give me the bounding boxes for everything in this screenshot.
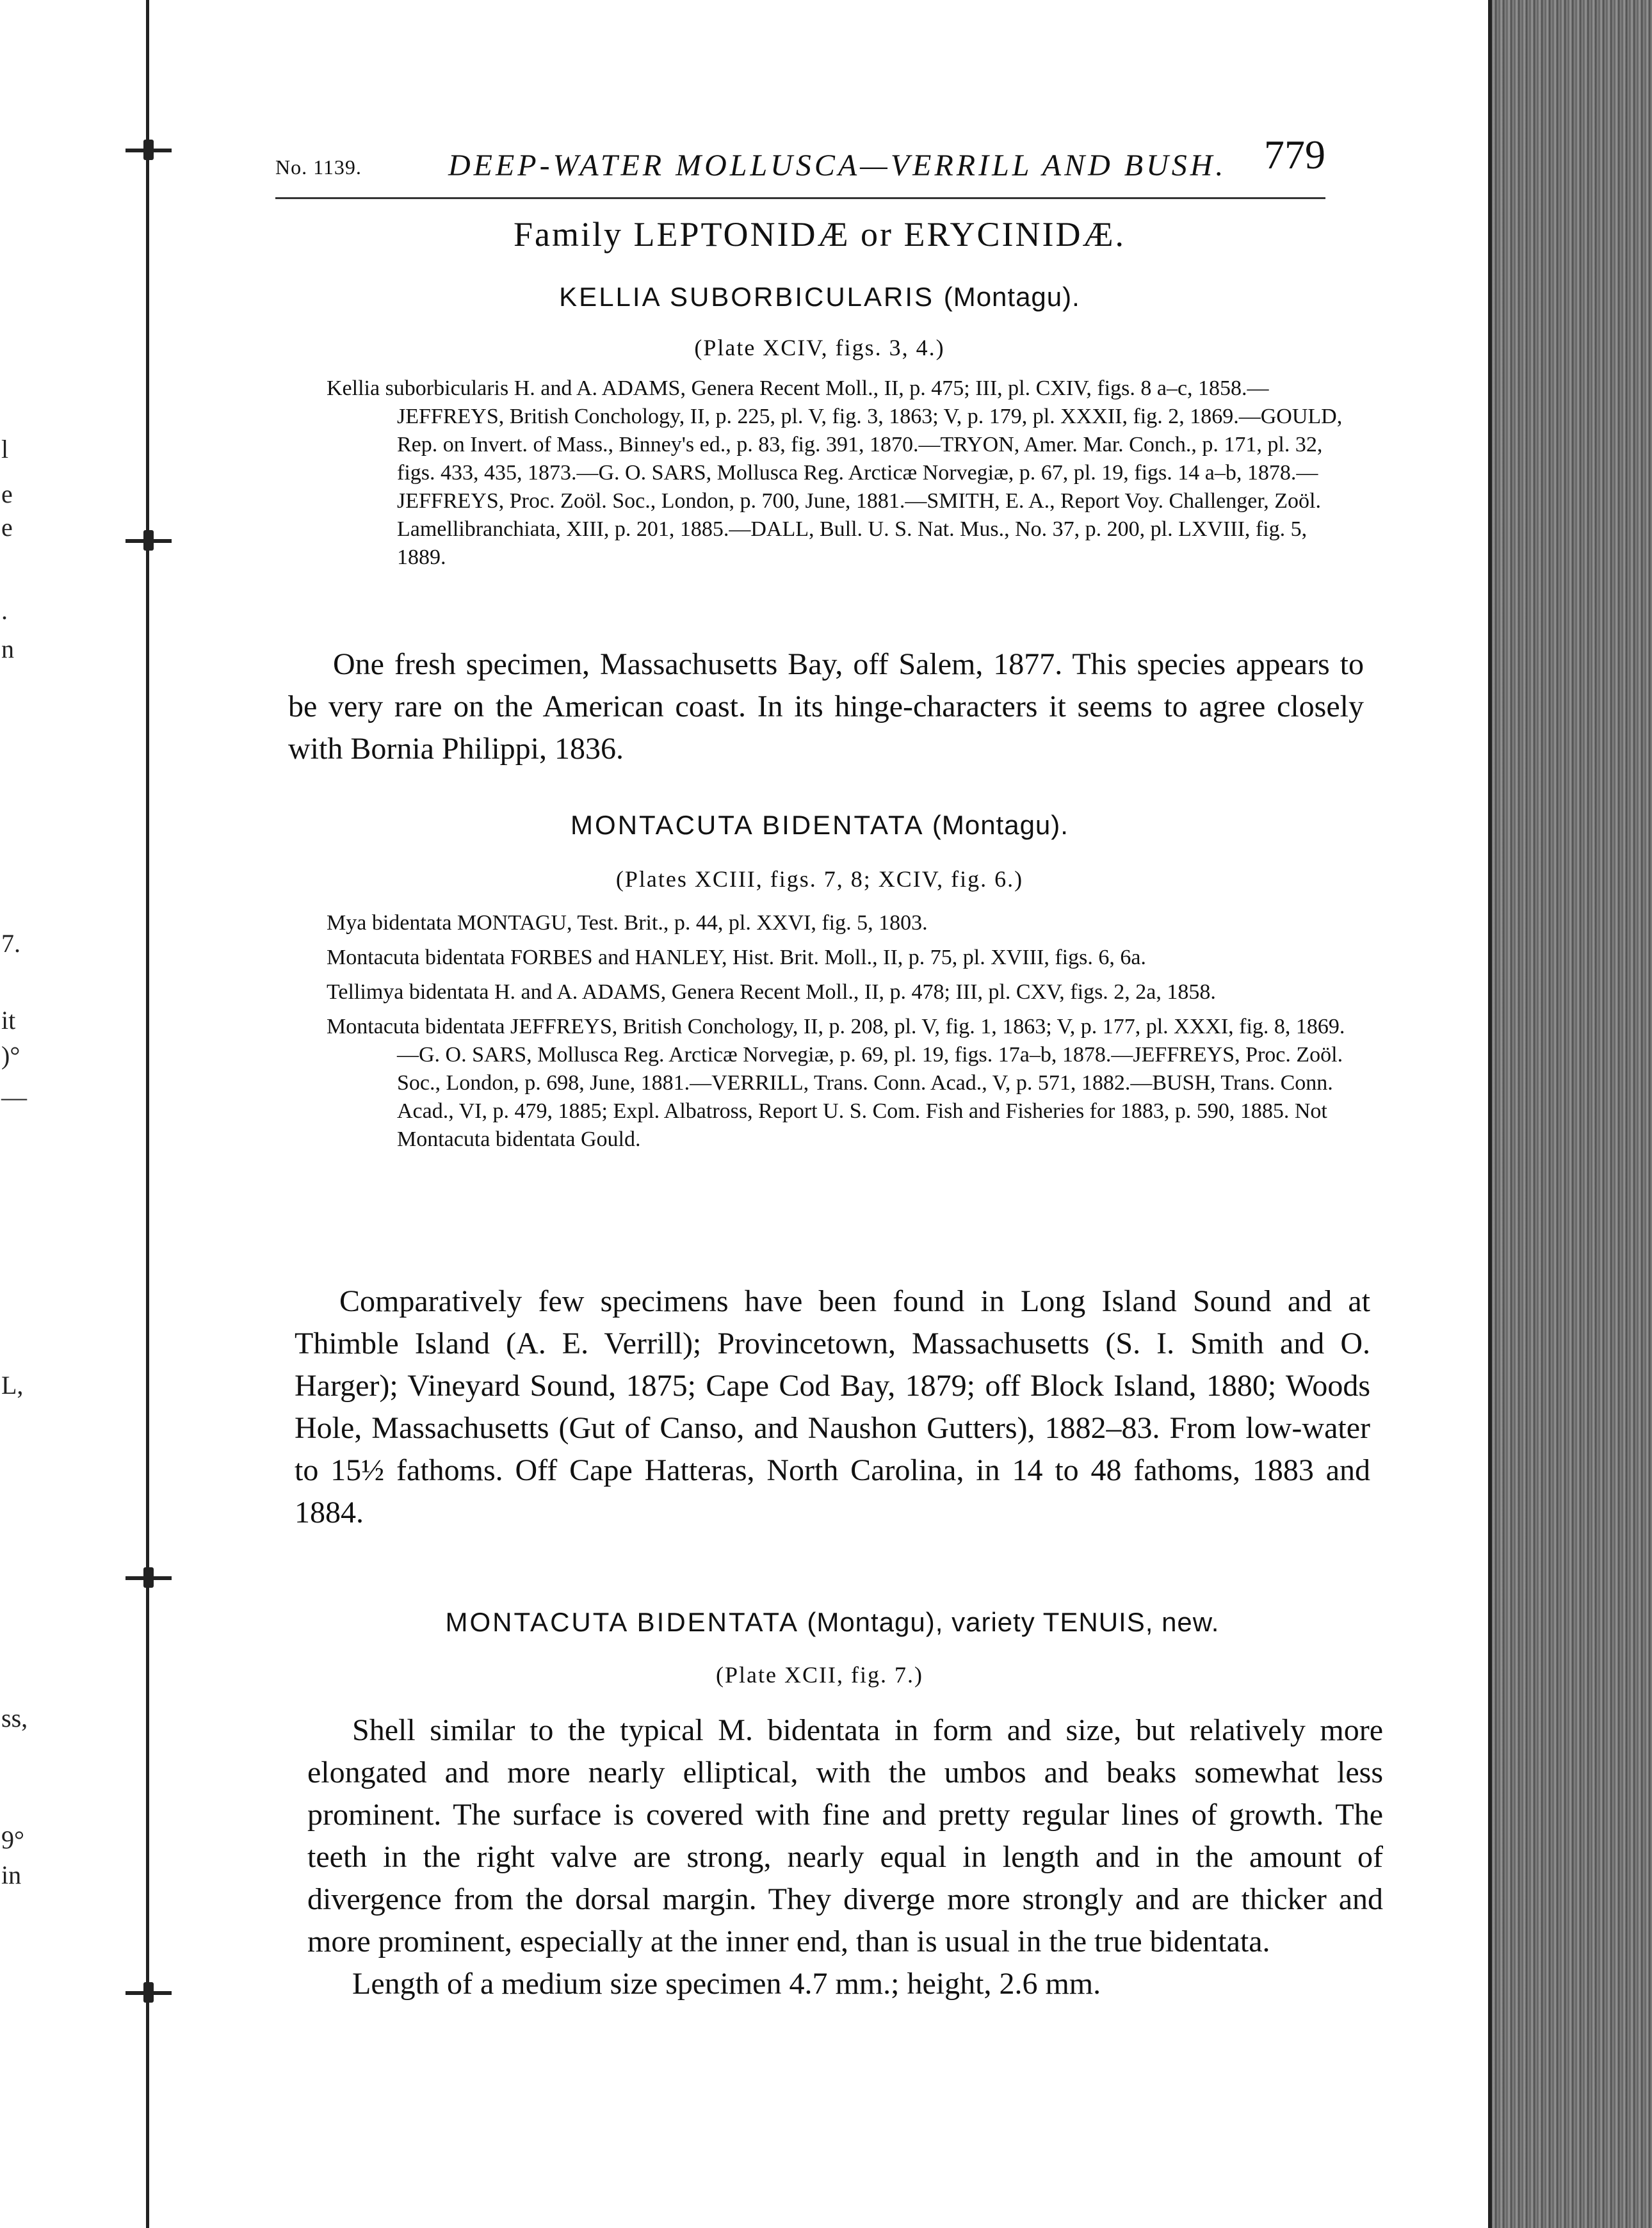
running-head-title: DEEP-WATER MOLLUSCA—VERRILL AND BUSH. bbox=[448, 149, 1227, 182]
synonymy-entry: Mya bidentata MONTAGU, Test. Brit., p. 44, pl. XXVI, fig. 5, 1803. bbox=[327, 911, 928, 935]
plate-reference: (Plate XCII, fig. 7.) bbox=[716, 1662, 923, 1688]
left-page-text-fragment: — bbox=[1, 1083, 27, 1111]
synonymy-block bbox=[327, 909, 1357, 1268]
gutter-tick bbox=[126, 1991, 172, 1995]
left-page-text-fragment: l bbox=[1, 435, 9, 464]
species-authority: (Montagu). bbox=[932, 810, 1069, 840]
header-rule bbox=[275, 197, 1325, 199]
left-page-text-fragment: e bbox=[1, 480, 13, 508]
synonymy-block bbox=[327, 375, 1357, 631]
gutter-tick bbox=[126, 149, 172, 152]
body-paragraph: Shell similar to the typical M. bidentata in form and size, but relatively more elongated and more nearly elliptical, with the umbos and beaks somewhat less prominent. The surface is covered with fine and pretty regular lines of growth. The teeth in the right valve are strong, nearly equal in length and in the amount of divergence from the dorsal margin. They diverge more strongly and are thicker and more prominent, especially at the inner end, than is usual in the true bidentata. bbox=[307, 1713, 1383, 1958]
synonymy-entry: Montacuta bidentata FORBES and HANLEY, Hist. Brit. Moll., II, p. 75, pl. XVIII, figs. 6, 6a. bbox=[327, 946, 1146, 969]
article-number: No. 1139. bbox=[275, 156, 362, 179]
page-number: 779 bbox=[1264, 132, 1325, 177]
left-page-text-fragment: e bbox=[1, 513, 13, 542]
family-heading: Family LEPTONIDÆ or ERYCINIDÆ. bbox=[513, 215, 1126, 254]
left-page-text-fragment: ss, bbox=[1, 1704, 28, 1732]
gutter-tick bbox=[126, 1576, 172, 1580]
synonymy-entry: Kellia suborbicularis H. and A. ADAMS, Genera Recent Moll., II, p. 475; III, pl. CXIV, figs. 8 a–c, 1858.—JEFFREYS, British Conchology, II, p. 225, pl. V, fig. 3, 1863; V, p. 179, pl. XXXII, fig. 2, 1869.—GOULD, Rep. on Invert. of Mass., Binney's ed., p. 83, fig. 391, 1870.—TRYON, Amer. Mar. Conch., p. 171, pl. 32, figs. 433, 435, 1873.—G. O. SARS, Mollusca Reg. Arcticæ Norvegiæ, p. 67, pl. 19, figs. 14 a–b, 1878.—JEFFREYS, Proc. Zoöl. Soc., London, p. 700, June, 1881.—SMITH, E. A., Report Voy. Challenger, Zoöl. Lamellibranchiata, XIII, p. 201, 1885.—DALL, Bull. U. S. Nat. Mus., No. 37, p. 200, pl. LXVIII, fig. 5, 1889. bbox=[327, 376, 1343, 569]
left-page-text-fragment: 7. bbox=[1, 929, 20, 958]
plate-reference: (Plate XCIV, figs. 3, 4.) bbox=[694, 335, 945, 360]
species-text bbox=[295, 1280, 1370, 1534]
left-page-text-fragment: L, bbox=[1, 1371, 24, 1400]
species-name: KELLIA SUBORBICULARIS bbox=[559, 282, 935, 312]
left-page-edge bbox=[0, 0, 192, 2228]
left-page-text-fragment: it bbox=[1, 1006, 16, 1035]
left-page-text-fragment: 9° bbox=[1, 1825, 24, 1854]
left-page-text-fragment: )° bbox=[1, 1041, 20, 1070]
synonymy-entry: Tellimya bidentata H. and A. ADAMS, Genera Recent Moll., II, p. 478; III, pl. CXV, figs. 2, 2a, 1858. bbox=[327, 980, 1216, 1004]
species-name: MONTACUTA BIDENTATA bbox=[571, 810, 923, 840]
species-name: MONTACUTA BIDENTATA bbox=[445, 1607, 798, 1637]
synonymy-entry: Montacuta bidentata JEFFREYS, British Conchology, II, p. 208, pl. V, fig. 1, 1863; V, p. 177, pl. XXXI, fig. 8, 1869.—G. O. SARS, Mollusca Reg. Arcticæ Norvegiæ, p. 69, pl. 19, figs. 17a–b, 1878.—JEFFREYS, Proc. Zoöl. Soc., London, p. 698, June, 1881.—VERRILL, Trans. Conn. Acad., V, p. 571, 1882.—BUSH, Trans. Conn. Acad., VI, p. 479, 1885; Expl. Albatross, Report U. S. Com. Fish and Fisheries for 1883, p. 590, 1885. Not Montacuta bidentata Gould. bbox=[327, 1015, 1345, 1151]
species-authority: (Montagu). bbox=[943, 282, 1080, 312]
body-paragraph: Comparatively few specimens have been found in Long Island Sound and at Thimble Island (A. E. Verrill); Provincetown, Massachusetts (S. I. Smith and O. Harger); Vineyard Sound, 1875; Cape Cod Bay, 1879; off Block Island, 1880; Woods Hole, Massachusetts (Gut of Canso, and Naushon Gutters), 1882–83. From low-water to 15½ fathoms. Off Cape Hatteras, North Carolina, in 14 to 48 fathoms, 1883 and 1884. bbox=[295, 1284, 1370, 1530]
running-header bbox=[275, 132, 1325, 182]
species-heading bbox=[333, 1607, 1332, 1638]
body-paragraph: Length of a medium size specimen 4.7 mm.; height, 2.6 mm. bbox=[352, 1967, 1101, 2001]
species-authority: (Montagu), variety TENUIS, new. bbox=[807, 1607, 1220, 1637]
page-gutter-line bbox=[146, 0, 149, 2228]
species-heading bbox=[359, 810, 1281, 841]
species-heading bbox=[359, 282, 1281, 312]
left-page-text-fragment: n bbox=[1, 634, 14, 663]
gutter-tick bbox=[126, 539, 172, 543]
body-paragraph: One fresh specimen, Massachusetts Bay, off Salem, 1877. This species appears to be very rare on the American coast. In its hinge-characters it seems to agree closely with Bornia Philippi, 1836. bbox=[288, 647, 1364, 766]
book-page-edges bbox=[1488, 0, 1652, 2228]
species-text bbox=[288, 643, 1364, 770]
left-page-text-fragment: . bbox=[1, 596, 8, 625]
plate-reference: (Plates XCIII, figs. 7, 8; XCIV, fig. 6.) bbox=[615, 866, 1024, 892]
left-page-text-fragment: in bbox=[1, 1861, 22, 1889]
species-text bbox=[307, 1709, 1383, 2005]
